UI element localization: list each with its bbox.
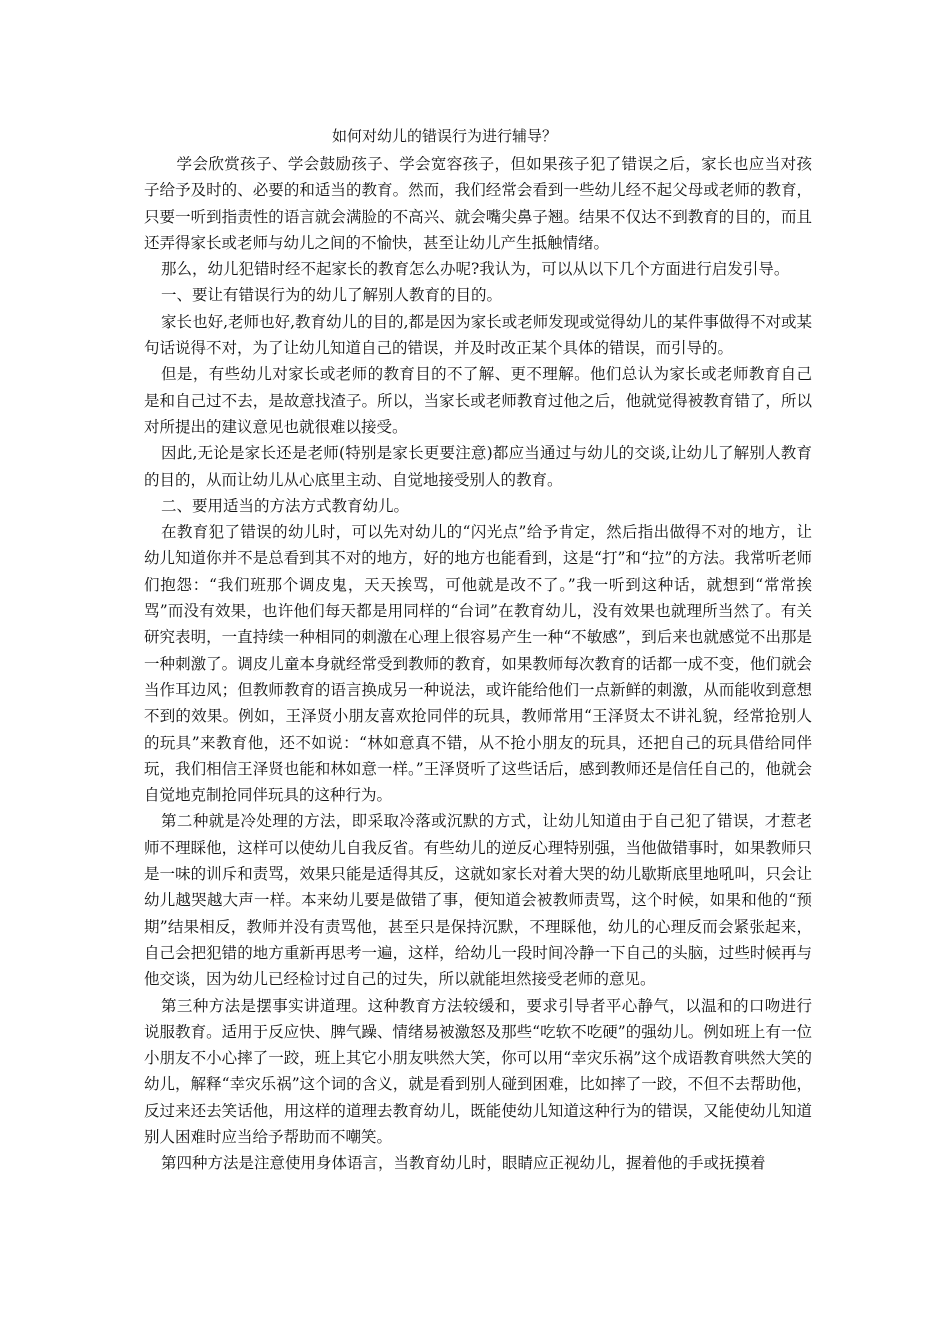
paragraph: 但是，有些幼儿对家长或老师的教育目的不了解、更不理解。他们总认为家长或老师教育自己是和自己过不去，是故意找渣子。所以，当家长或老师教育过他之后，他就觉得被教育错了，所以对所提出的建议意见也就很难以接受。 (144, 365, 812, 436)
paragraph: 因此,无论是家长还是老师(特别是家长更要注意)都应当通过与幼儿的交谈,让幼儿了解别人教育的目的，从而让幼儿从心底里主动、自觉地接受别人的教育。 (144, 444, 812, 489)
paragraph: 在教育犯了错误的幼儿时，可以先对幼儿的“闪光点”给予肯定，然后指出做得不对的地方，让幼儿知道你并不是总看到其不对的地方，好的地方也能看到，这是“打”和“拉”的方法。我常听老师们抱怨：“我们班那个调皮鬼，天天挨骂，可他就是改不了。”我一听到这种话，就想到“常常挨骂”而没有效果，也许他们每天都是用同样的“台词”在教育幼儿，没有效果也就理所当然了。有关研究表明，一直持续一种相同的刺激在心理上很容易产生一种“不敏感”，到后来也就感觉不出那是一种刺激了。调皮儿童本身就经常受到教师的教育，如果教师每次教育的话都一成不变，他们就会当作耳边风；但教师教育的语言换成另一种说法，或许能给他们一点新鲜的刺激，从而能收到意想不到的效果。例如，王泽贤小朋友喜欢抢同伴的玩具，教师常用“王泽贤太不讲礼貌，经常抢别人的玩具”来教育他，还不如说：“林如意真不错，从不抢小朋友的玩具，还把自己的玩具借给同伴玩，我们相信王泽贤也能和林如意一样。”王泽贤听了这些话后，感到教师还是信任自己的，他就会自觉地克制抢同伴玩具的这种行为。 (144, 523, 812, 805)
section-heading-1: 一、要让有错误行为的幼儿了解别人教育的目的。 (161, 286, 503, 305)
paragraph-intro: 学会欣赏孩子、学会鼓励孩子、学会宽容孩子，但如果孩子犯了错误之后，家长也应当对孩子给予及时的、必要的和适当的教育。然而，我们经常会看到一些幼儿经不起父母或老师的教育，只要一听到指责性的语言就会满脸的不高兴、就会嘴尖鼻子翘。结果不仅达不到教育的目的，而且还弄得家长或老师与幼儿之间的不愉快，甚至让幼儿产生抵触情绪。 (144, 155, 812, 252)
document-body (144, 123, 812, 1177)
document-title: 如何对幼儿的错误行为进行辅导？ (332, 127, 558, 145)
paragraph: 第三种方法是摆事实讲道理。这种教育方法较缓和，要求引导者平心静气，以温和的口吻进行说服教育。适用于反应快、脾气躁、情绪易被激怒及那些“吃软不吃硬”的强幼儿。例如班上有一位小朋友不小心摔了一跤，班上其它小朋友哄然大笑，你可以用“幸灾乐祸”这个成语教育哄然大笑的幼儿，解释“幸灾乐祸”这个词的含义，就是看到别人碰到困难，比如摔了一跤，不但不去帮助他，反过来还去笑话他，用这样的道理去教育幼儿，既能使幼儿知道这种行为的错误，又能使幼儿知道别人困难时应当给予帮助而不嘲笑。 (144, 996, 812, 1146)
paragraph: 第四种方法是注意使用身体语言，当教育幼儿时，眼睛应正视幼儿，握着他的手或抚摸着 (161, 1154, 766, 1173)
paragraph: 第二种就是冷处理的方法，即采取冷落或沉默的方式，让幼儿知道由于自己犯了错误，才惹老师不理睬他，这样可以使幼儿自我反省。有些幼儿的逆反心理特别强，当他做错事时，如果教师只是一味的训斥和责骂，效果只能是适得其反，这就如家长对着大哭的幼儿歇斯底里地吼叫，只会让幼儿越哭越大声一样。本来幼儿要是做错了事，便知道会被教师责骂，这个时候，如果和他的“预期”结果相反，教师并没有责骂他，甚至只是保持沉默，不理睬他，幼儿的心理反而会紧张起来，自己会把犯错的地方重新再思考一遍，这样，给幼儿一段时间冷静一下自己的头脑，过些时候再与他交谈，因为幼儿已经检讨过自己的过失，所以就能坦然接受老师的意见。 (144, 812, 812, 989)
paragraph-question: 那么，幼儿犯错时经不起家长的教育怎么办呢?我认为，可以从以下几个方面进行启发引导。 (161, 260, 790, 279)
paragraph: 家长也好,老师也好,教育幼儿的目的,都是因为家长或老师发现或觉得幼儿的某件事做得不对或某句话说得不对，为了让幼儿知道自己的错误，并及时改正某个具体的错误，而引导的。 (144, 312, 812, 358)
section-heading-2: 二、要用适当的方法方式教育幼儿。 (161, 496, 410, 515)
